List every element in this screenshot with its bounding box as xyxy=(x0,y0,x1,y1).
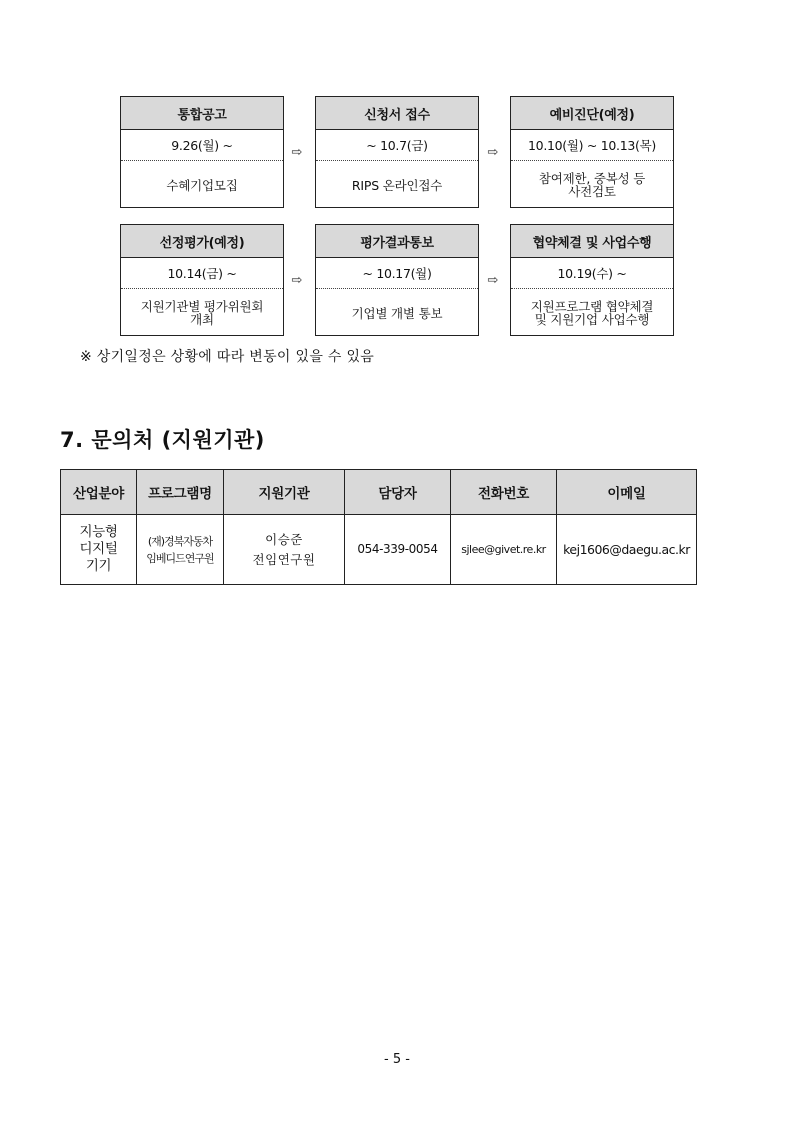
column-header: 이메일 xyxy=(557,470,697,515)
flow-step-title: 예비진단(예정) xyxy=(511,97,673,130)
email-cell[interactable]: kej1606@daegu.ac.kr xyxy=(557,515,697,585)
flow-step-announcement xyxy=(120,96,284,208)
flow-step-desc: 수혜기업모집 xyxy=(166,177,238,193)
flow-step-date: 10.19(수) ~ xyxy=(511,258,673,289)
contact-table xyxy=(60,469,697,585)
program-name-cell: (재)경북자동차 임베디드연구원 xyxy=(137,515,224,585)
right-arrow-icon: ⇨ xyxy=(291,273,303,288)
right-arrow-icon: ⇨ xyxy=(487,145,499,160)
column-header: 프로그램명 xyxy=(137,470,224,515)
column-header: 지원기관 xyxy=(224,470,345,515)
email-cell[interactable]: sjlee@givet.re.kr xyxy=(451,515,557,585)
flow-step-pre-diagnosis xyxy=(510,96,674,208)
page-number: - 5 - xyxy=(384,1052,410,1067)
right-arrow-icon: ⇨ xyxy=(291,145,303,160)
flow-step-title: 평가결과통보 xyxy=(316,225,478,258)
flow-step-title: 협약체결 및 사업수행 xyxy=(511,225,673,258)
flow-step-desc: 지원프로그램 협약체결 및 지원기업 사업수행 xyxy=(530,299,654,327)
column-header: 산업분야 xyxy=(61,470,137,515)
flow-step-result-notice xyxy=(315,224,479,336)
contact-person-cell: 이승준 전임연구원 xyxy=(224,515,345,585)
flow-step-date: 10.10(월) ~ 10.13(목) xyxy=(511,130,673,161)
column-header: 담당자 xyxy=(345,470,451,515)
flow-step-desc: 기업별 개별 통보 xyxy=(351,305,443,321)
schedule-note: ※ 상기일정은 상황에 따라 변동이 있을 수 있음 xyxy=(80,349,375,365)
table-header-row xyxy=(61,470,697,515)
flow-connector-line xyxy=(673,207,674,225)
industry-field-cell: 지능형 디지털 기기 xyxy=(61,515,137,585)
right-arrow-icon: ⇨ xyxy=(487,273,499,288)
flow-step-date: ~ 10.17(월) xyxy=(316,258,478,289)
phone-cell: 054-339-0054 xyxy=(345,515,451,585)
flow-step-application xyxy=(315,96,479,208)
table-row xyxy=(61,515,697,585)
flow-step-agreement xyxy=(510,224,674,336)
flow-step-date: 10.14(금) ~ xyxy=(121,258,283,289)
column-header: 전화번호 xyxy=(451,470,557,515)
flow-step-date: 9.26(월) ~ xyxy=(121,130,283,161)
flow-step-desc: RIPS 온라인접수 xyxy=(351,177,443,193)
flow-step-title: 신청서 접수 xyxy=(316,97,478,130)
flow-step-desc: 참여제한, 중복성 등 사전검토 xyxy=(538,171,646,199)
flow-step-desc: 지원기관별 평가위원회 개최 xyxy=(140,299,264,327)
flow-step-evaluation xyxy=(120,224,284,336)
flow-step-date: ~ 10.7(금) xyxy=(316,130,478,161)
flow-step-title: 선정평가(예정) xyxy=(121,225,283,258)
flow-step-title: 통합공고 xyxy=(121,97,283,130)
section-title: 7. 문의처 (지원기관) xyxy=(60,428,265,452)
